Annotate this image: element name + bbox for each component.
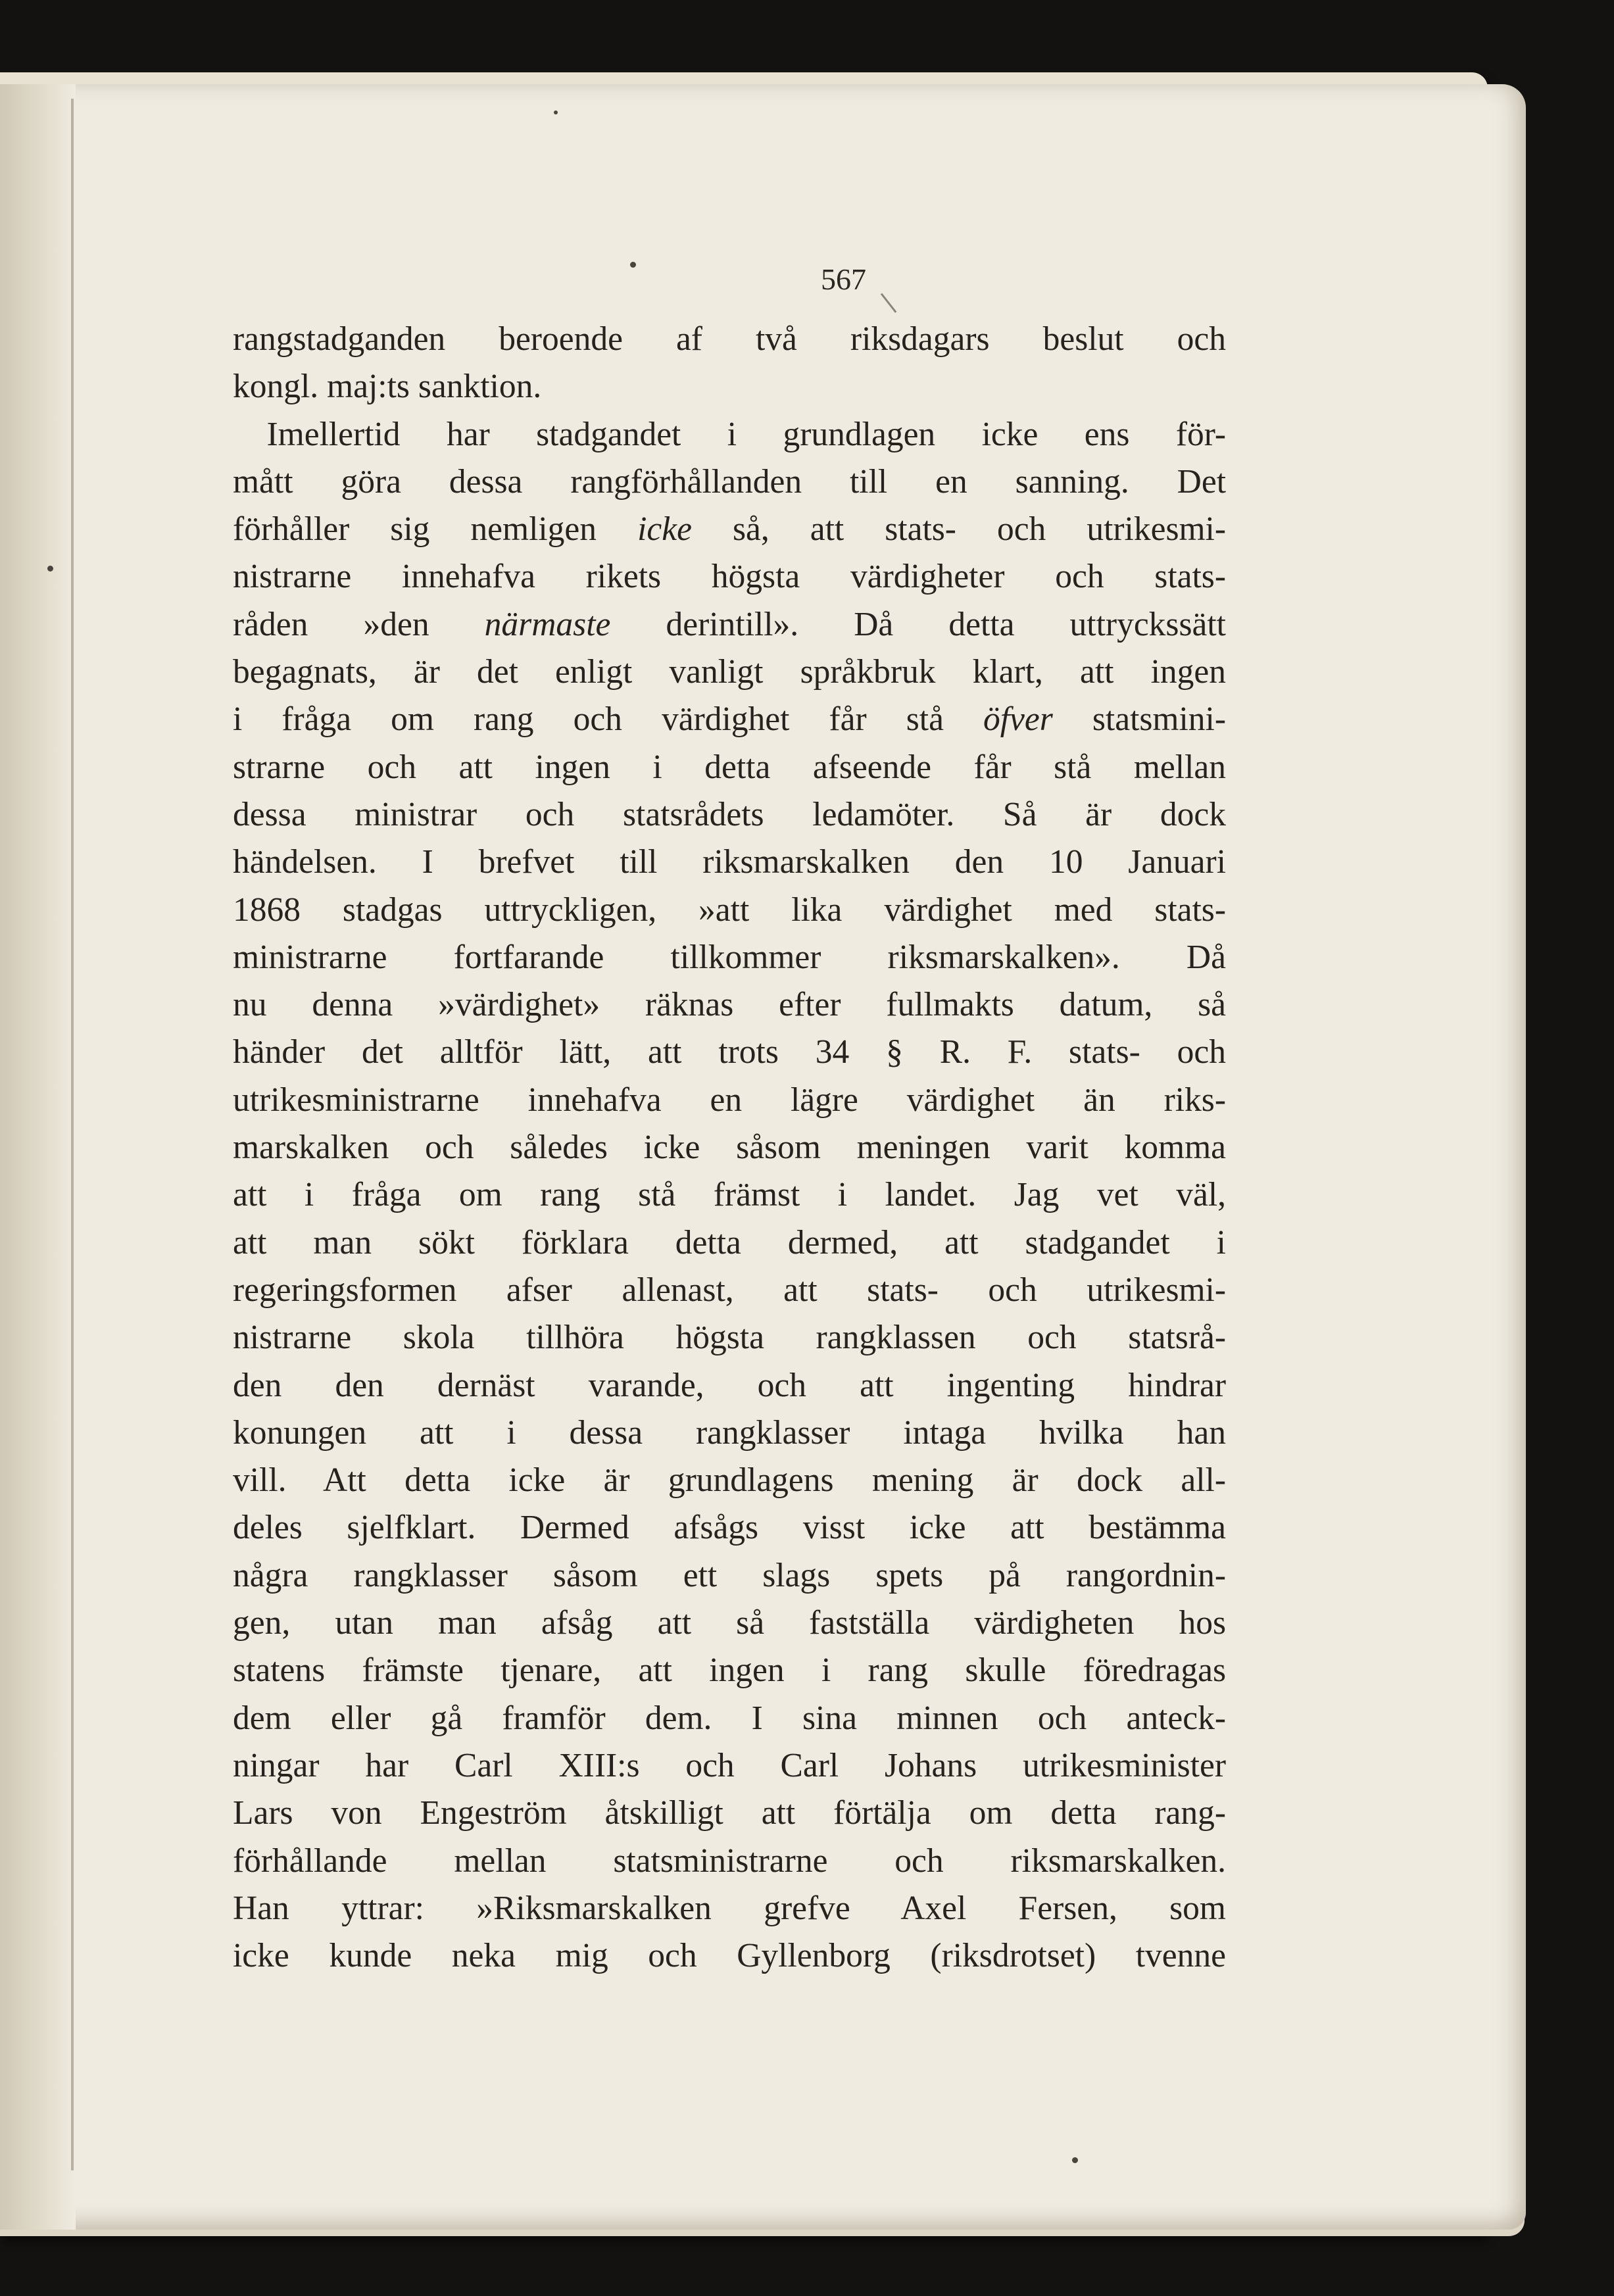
text-line: marskalken och således icke såsom meningen varit komma [233, 1129, 1226, 1167]
text-line: konungen att i dessa rangklasser intaga hvilka han [233, 1413, 1226, 1452]
text-line: förhåller sig nemligen icke så, att stats- och utrikesmi- [233, 510, 1227, 549]
paper-speck [47, 566, 53, 572]
text-line: förhållande mellan statsministrarne och riksmarskalken. [233, 1842, 1226, 1880]
text-line: nistrarne innehafva rikets högsta värdigheter och stats- [233, 558, 1226, 596]
text-line: den den dernäst varande, och att ingenting hindrar [233, 1366, 1226, 1404]
text-line: strarne och att ingen i detta afseende får stå mellan [233, 748, 1226, 786]
text-line: mått göra dessa rangförhållanden till en sanning. Det [233, 462, 1226, 501]
text-line: rangstadganden beroende af två riksdagars beslut och [233, 320, 1226, 358]
text-line: utrikesministrarne innehafva en lägre värdighet än riks- [233, 1081, 1226, 1119]
text-line: nistrarne skola tillhöra högsta rangklassen och statsrå- [233, 1319, 1226, 1357]
text-line: Han yttrar: »Riksmarskalken grefve Axel Fersen, som [233, 1889, 1226, 1927]
text-line: begagnats, är det enligt vanligt språkbruk klart, att ingen [233, 653, 1226, 691]
binding-gutter [0, 84, 76, 2230]
text-line: nu denna »värdighet» räknas efter fullmakts datum, så [233, 986, 1226, 1024]
text-line: att man sökt förklara detta dermed, att stadgandet i [233, 1223, 1226, 1261]
paper-speck [554, 110, 558, 114]
paper-speck [1072, 2157, 1078, 2163]
text-line: kongl. maj:ts sanktion. [233, 368, 542, 406]
text-line: 1868 stadgas uttryckligen, »att lika värdighet med stats- [233, 891, 1226, 929]
gutter-fold-line [71, 99, 74, 2170]
text-line: vill. Att detta icke är grundlagens mening är dock all- [233, 1461, 1226, 1500]
text-line: Lars von Engeström åtskilligt att förtälja om detta rang- [233, 1794, 1226, 1832]
body-text [233, 316, 1226, 1980]
text-line: ningar har Carl XIII:s och Carl Johans utrikesminister [233, 1746, 1226, 1784]
text-line: att i fråga om rang stå främst i landet. Jag vet väl, [233, 1176, 1226, 1214]
text-line: i fråga om rang och värdighet får stå öfver statsmini- [233, 700, 1226, 739]
text-line: ministrarne fortfarande tillkommer riksmarskalken». Då [233, 938, 1226, 976]
text-line: händelsen. I brefvet till riksmarskalken den 10 Januari [233, 843, 1226, 881]
text-line: gen, utan man afsåg att så fastställa värdigheten hos [233, 1604, 1226, 1642]
text-line: statens främste tjenare, att ingen i rang skulle föredragas [233, 1651, 1226, 1690]
text-line: deles sjelfklart. Dermed afsågs visst icke att bestämma [233, 1509, 1226, 1547]
text-line: icke kunde neka mig och Gyllenborg (riksdrotset) tvenne [233, 1937, 1226, 1975]
page-number: 567 [821, 262, 866, 296]
text-line: dessa ministrar och statsrådets ledamöter. Så är dock [233, 795, 1226, 833]
text-line: regeringsformen afser allenast, att stats- och utrikesmi- [233, 1271, 1226, 1309]
paper-speck [630, 262, 636, 268]
text-line: dem eller gå framför dem. I sina minnen och anteck- [233, 1699, 1226, 1737]
text-line: råden »den närmaste derintill». Då detta uttryckssätt [233, 605, 1226, 643]
text-line: några rangklasser såsom ett slags spets på rangordnin- [233, 1556, 1226, 1594]
text-line: Imellertid har stadgandet i grundlagen icke ens för- [233, 415, 1226, 453]
text-line: händer det alltför lätt, att trots 34 § R. F. stats- och [233, 1033, 1226, 1071]
